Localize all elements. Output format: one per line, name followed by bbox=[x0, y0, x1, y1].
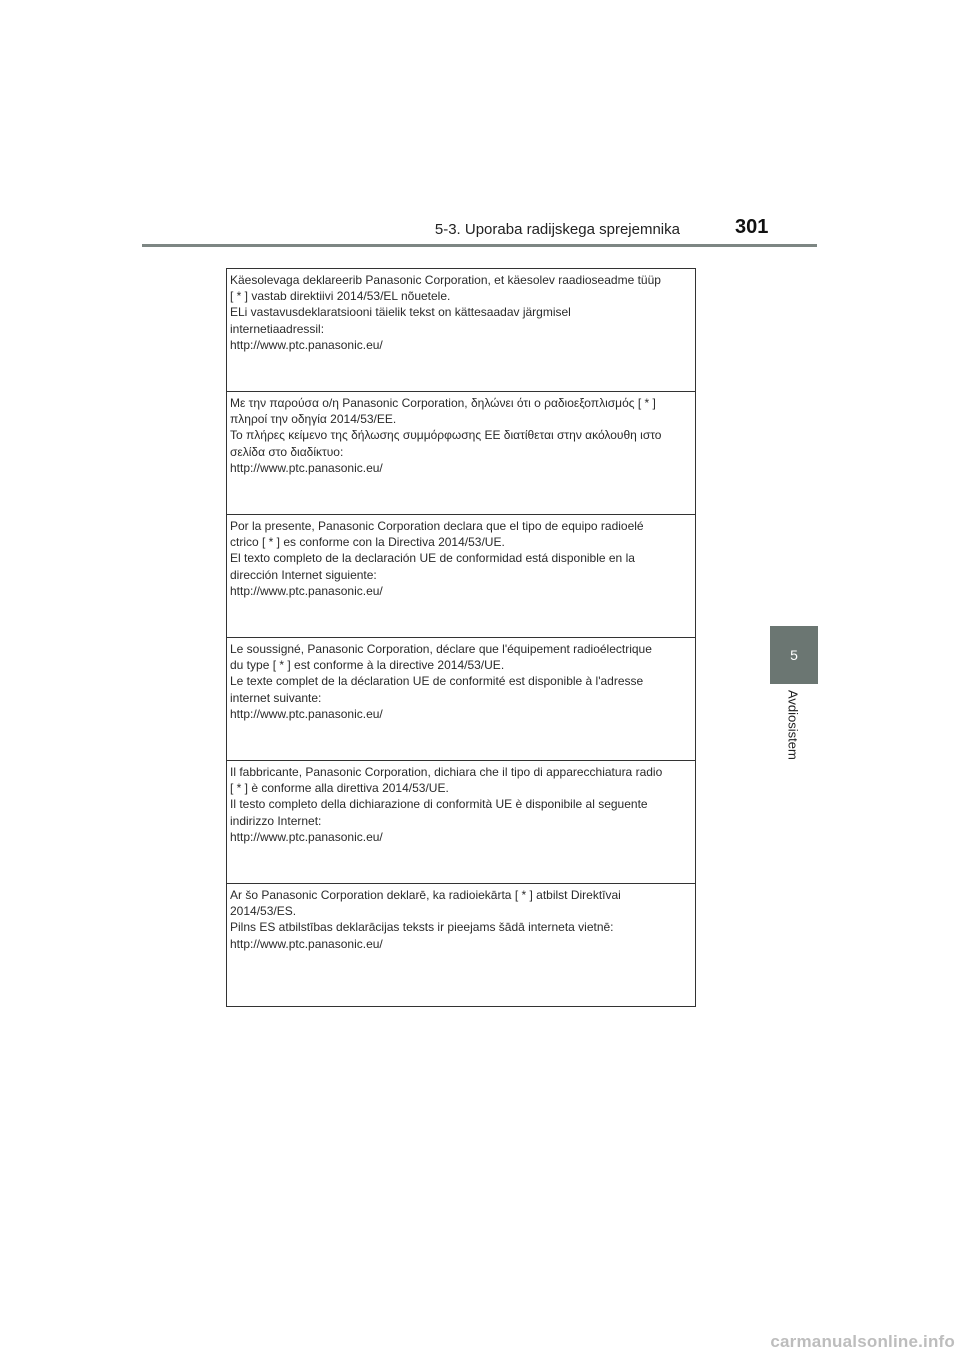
declaration-line: indirizzo Internet: bbox=[230, 813, 322, 828]
declaration-cell-estonian bbox=[227, 269, 696, 392]
declaration-line: σελίδα στο διαδίκτυο: bbox=[230, 444, 344, 459]
table-row bbox=[227, 269, 696, 392]
header-section-title: 5-3. Uporaba radijskega sprejemnika bbox=[434, 221, 680, 238]
declaration-line: du type [ * ] est conforme à la directive 2014/53/UE. bbox=[230, 658, 505, 673]
watermark: carmanualsonline.info bbox=[770, 1332, 955, 1351]
header-rule bbox=[142, 244, 817, 247]
declaration-cell-spanish bbox=[227, 515, 696, 638]
declaration-line: Pilns ES atbilstības deklarācijas teksts ir pieejams šādā interneta vietnē: bbox=[230, 920, 614, 935]
declaration-url: http://www.ptc.panasonic.eu/ bbox=[230, 337, 383, 352]
declaration-url: http://www.ptc.panasonic.eu/ bbox=[230, 936, 383, 951]
declaration-cell-latvian bbox=[227, 884, 696, 1007]
declaration-line: internet suivante: bbox=[230, 690, 322, 705]
declaration-cell-french bbox=[227, 638, 696, 761]
table-row bbox=[227, 884, 696, 1007]
declaration-line: Le texte complet de la déclaration UE de conformité est disponible à l'adresse bbox=[230, 674, 644, 689]
declaration-line: Το πλήρες κείμενο της δήλωσης συμμόρφωσης ΕΕ διατίθεται στην ακόλουθη ιστο bbox=[230, 428, 662, 443]
chapter-number: 5 bbox=[790, 647, 798, 663]
declarations-table bbox=[226, 268, 696, 1007]
declaration-line: 2014/53/ES. bbox=[230, 904, 297, 919]
declaration-line: ELi vastavusdeklaratsiooni täielik tekst on kättesaadav järgmisel bbox=[230, 305, 571, 320]
table-row bbox=[227, 761, 696, 884]
declaration-line: Le soussigné, Panasonic Corporation, déclare que l'équipement radioélectrique bbox=[230, 642, 652, 656]
table-row bbox=[227, 638, 696, 761]
declaration-line: Ar šo Panasonic Corporation deklarē, ka radioiekārta [ * ] atbilst Direktīvai bbox=[230, 888, 621, 902]
table-row bbox=[227, 392, 696, 515]
declaration-url: http://www.ptc.panasonic.eu/ bbox=[230, 583, 383, 598]
chapter-tab-label: Avdiosistem bbox=[785, 690, 801, 760]
declaration-line: Por la presente, Panasonic Corporation declara que el tipo de equipo radioelé bbox=[230, 519, 644, 533]
declaration-line: Με την παρούσα ο/η Panasonic Corporation, δηλώνει ότι ο ραδιοεξοπλισμός [ * ] bbox=[230, 396, 656, 410]
declaration-line: Il testo completo della dichiarazione di conformità UE è disponibile al seguente bbox=[230, 797, 648, 812]
declaration-line: [ * ] è conforme alla direttiva 2014/53/UE. bbox=[230, 781, 449, 796]
page-number: 301 bbox=[735, 216, 769, 238]
chapter-tab bbox=[770, 626, 818, 684]
declaration-cell-greek bbox=[227, 392, 696, 515]
declaration-url: http://www.ptc.panasonic.eu/ bbox=[230, 829, 383, 844]
declaration-line: [ * ] vastab direktiivi 2014/53/EL nõuetele. bbox=[230, 289, 451, 304]
declaration-line: El texto completo de la declaración UE de conformidad está disponible en la bbox=[230, 551, 635, 566]
declaration-line: dirección Internet siguiente: bbox=[230, 567, 377, 582]
table-row bbox=[227, 515, 696, 638]
declaration-line: πληροί την οδηγία 2014/53/ΕΕ. bbox=[230, 412, 397, 427]
declaration-line: Käesolevaga deklareerib Panasonic Corporation, et käesolev raadioseadme tüüp bbox=[230, 273, 661, 287]
declaration-line: ctrico [ * ] es conforme con la Directiva 2014/53/UE. bbox=[230, 535, 505, 550]
declaration-line: internetiaadressil: bbox=[230, 321, 325, 336]
declaration-url: http://www.ptc.panasonic.eu/ bbox=[230, 460, 383, 475]
declaration-cell-italian bbox=[227, 761, 696, 884]
declaration-line: Il fabbricante, Panasonic Corporation, dichiara che il tipo di apparecchiatura radio bbox=[230, 765, 663, 779]
declaration-url: http://www.ptc.panasonic.eu/ bbox=[230, 706, 383, 721]
